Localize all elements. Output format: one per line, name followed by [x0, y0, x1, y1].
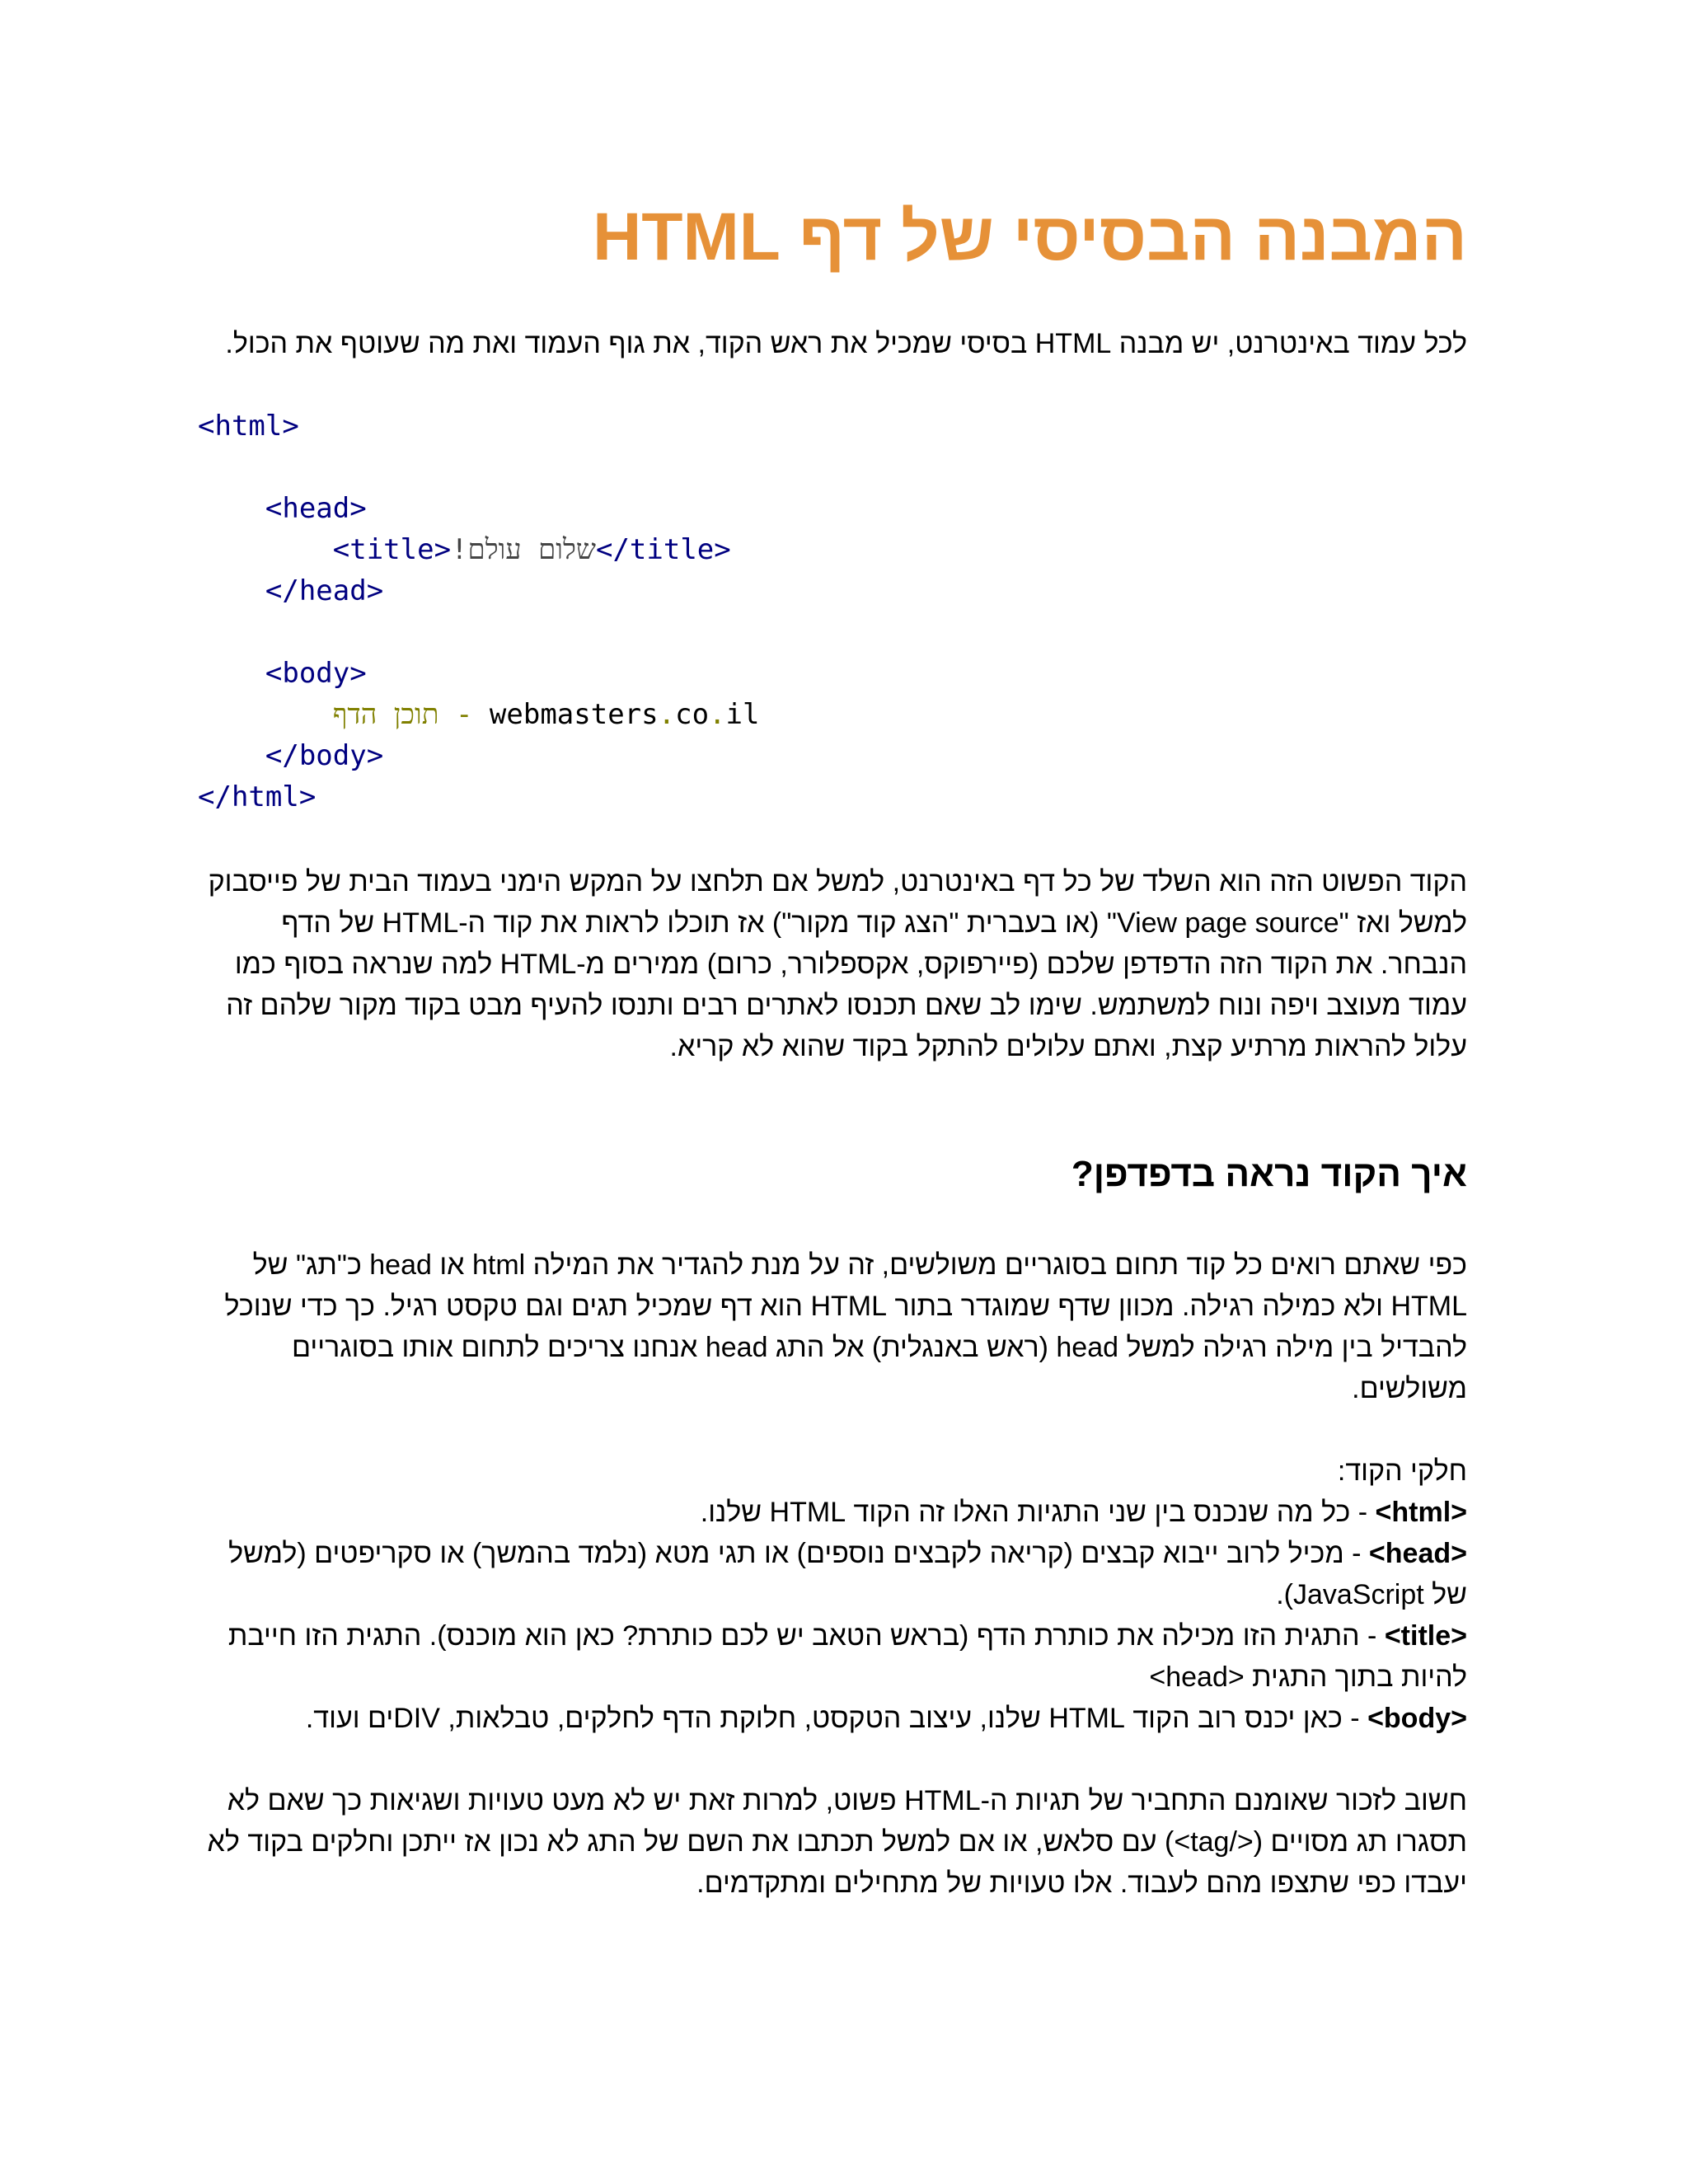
code-tag: <html>: [198, 410, 299, 443]
list-item: [198, 1615, 1467, 1698]
code-body-dot: .: [658, 698, 676, 731]
list-item-text: - כאן יכנס רוב הקוד HTML שלנו, עיצוב הטקסט, חלוקת הדף לחלקים, טבלאות, DIVים ועוד.: [305, 1703, 1368, 1734]
code-tag: <title>: [332, 533, 452, 566]
list-item-tag: <head>: [1368, 1538, 1467, 1569]
code-line-html-close: [198, 776, 1467, 818]
closing-paragraph: חשוב לזכור שאומנם התחביר של תגיות ה-HTML פשוט, למרות זאת יש לא מעט טעויות ושגיאות כך שאם לא תסגרו תג מסויים (</tag>) עם סלאש, או אם למשל תכתבו את השם של התג לא נכון אז ייתכן וחלקים בקוד לא יעבדו כפי שתצפו מהם לעבוד. אלו טעויות של מתחילים ומתקדמים.: [207, 1785, 1467, 1899]
list-item: [198, 1533, 1467, 1615]
code-line-html-open: [198, 405, 1467, 447]
code-tag: <head>: [265, 492, 367, 525]
code-body-dash: -: [438, 698, 490, 731]
code-tag: <body>: [265, 657, 367, 690]
list-item-text: - התגית הזו מכילה את כותרת הדף (בראש הטאב יש לכם כותרת? כאן הוא מוכנס). התגית הזו חייבת להיות בתוך התגית <head>: [227, 1620, 1467, 1693]
code-line-head-close: [198, 570, 1467, 612]
list-item-tag: <body>: [1367, 1703, 1467, 1734]
code-line-body-close: [198, 735, 1467, 776]
code-body-site: il: [725, 698, 760, 731]
intro-paragraph: לכל עמוד באינטרנט, יש מבנה HTML בסיסי שמכיל את ראש הקוד, את גוף העמוד ואת מה שעוטף את הכול.: [225, 328, 1467, 359]
code-tag: </html>: [198, 780, 316, 813]
list-item-text: - מכיל לרוב ייבוא קבצים (קריאה לקבצים נוספים) או תגי מטא (נלמד בהמשך) או סקריפטים (למשל של JavaScript).: [228, 1538, 1467, 1610]
list-item-tag: <html>: [1375, 1497, 1467, 1528]
section-heading: איך הקוד נראה בדפדפן?: [1071, 1154, 1467, 1194]
explanation-paragraph: הקוד הפשוט הזה הוא השלד של כל דף באינטרנט, למשל אם תלחצו על המקש הימני בעמוד הבית של פייסבוק למשל ואז "View page source" (או בעברית "הצג קוד מקור") אז תוכלו לראות את קוד ה-HTML של הדף הנבחר. את הקוד הזה הדפדפן שלכם (פיירפוקס, אקספלורר, כרום) ממירים מ-HTML למה שנראה בסוף כמו עמוד מעוצב ויפה ונוח למשתמש. שימו לב שאם תכנסו לאתרים רבים ותנסו להעיף מבט בקוד מקור שלהם זה עלול להראות מרתיע קצת, ואתם עלולים להתקל בקוד שהוא לא קריא.: [208, 866, 1467, 1062]
list-item-tag: <title>: [1384, 1620, 1467, 1652]
code-parts-list: [198, 1451, 1467, 1739]
code-line-body-content: [198, 694, 1467, 735]
code-tag: </head>: [265, 574, 384, 607]
code-body-site: co: [675, 698, 710, 731]
code-line-head-open: [198, 488, 1467, 529]
code-line-body-open: [198, 653, 1467, 694]
brackets-paragraph: כפי שאתם רואים כל קוד תחום בסוגריים משולשים, זה על מנת להגדיר את המילה html או head כ"תג" של HTML ולא כמילה רגילה. מכוון שדף שמוגדר בתור HTML הוא דף שמכיל תגים וגם טקסט רגיל. כך כדי שנוכל להבדיל בין מילה רגילה למשל head (ראש באנגלית) אל התג head אנחנו צריכים לתחום אותו בסוגריים משולשים.: [224, 1249, 1467, 1404]
code-tag: </body>: [265, 739, 384, 772]
list-item: [198, 1492, 1467, 1533]
code-body-hebrew-text: תוכן הדף: [332, 698, 439, 731]
code-body-dot: .: [709, 698, 726, 731]
code-parts-label: חלקי הקוד:: [1337, 1455, 1467, 1487]
code-body-site: webmasters: [489, 698, 659, 731]
list-item-text: - כל מה שנכנס בין שני התגיות האלו זה הקוד HTML שלנו.: [700, 1497, 1376, 1528]
page-title: המבנה הבסיסי של דף HTML: [593, 199, 1467, 274]
code-title-text: שלום עולם!: [451, 533, 596, 566]
code-tag: </title>: [595, 533, 731, 566]
list-item: [198, 1698, 1467, 1739]
code-line-title: [198, 529, 1467, 570]
